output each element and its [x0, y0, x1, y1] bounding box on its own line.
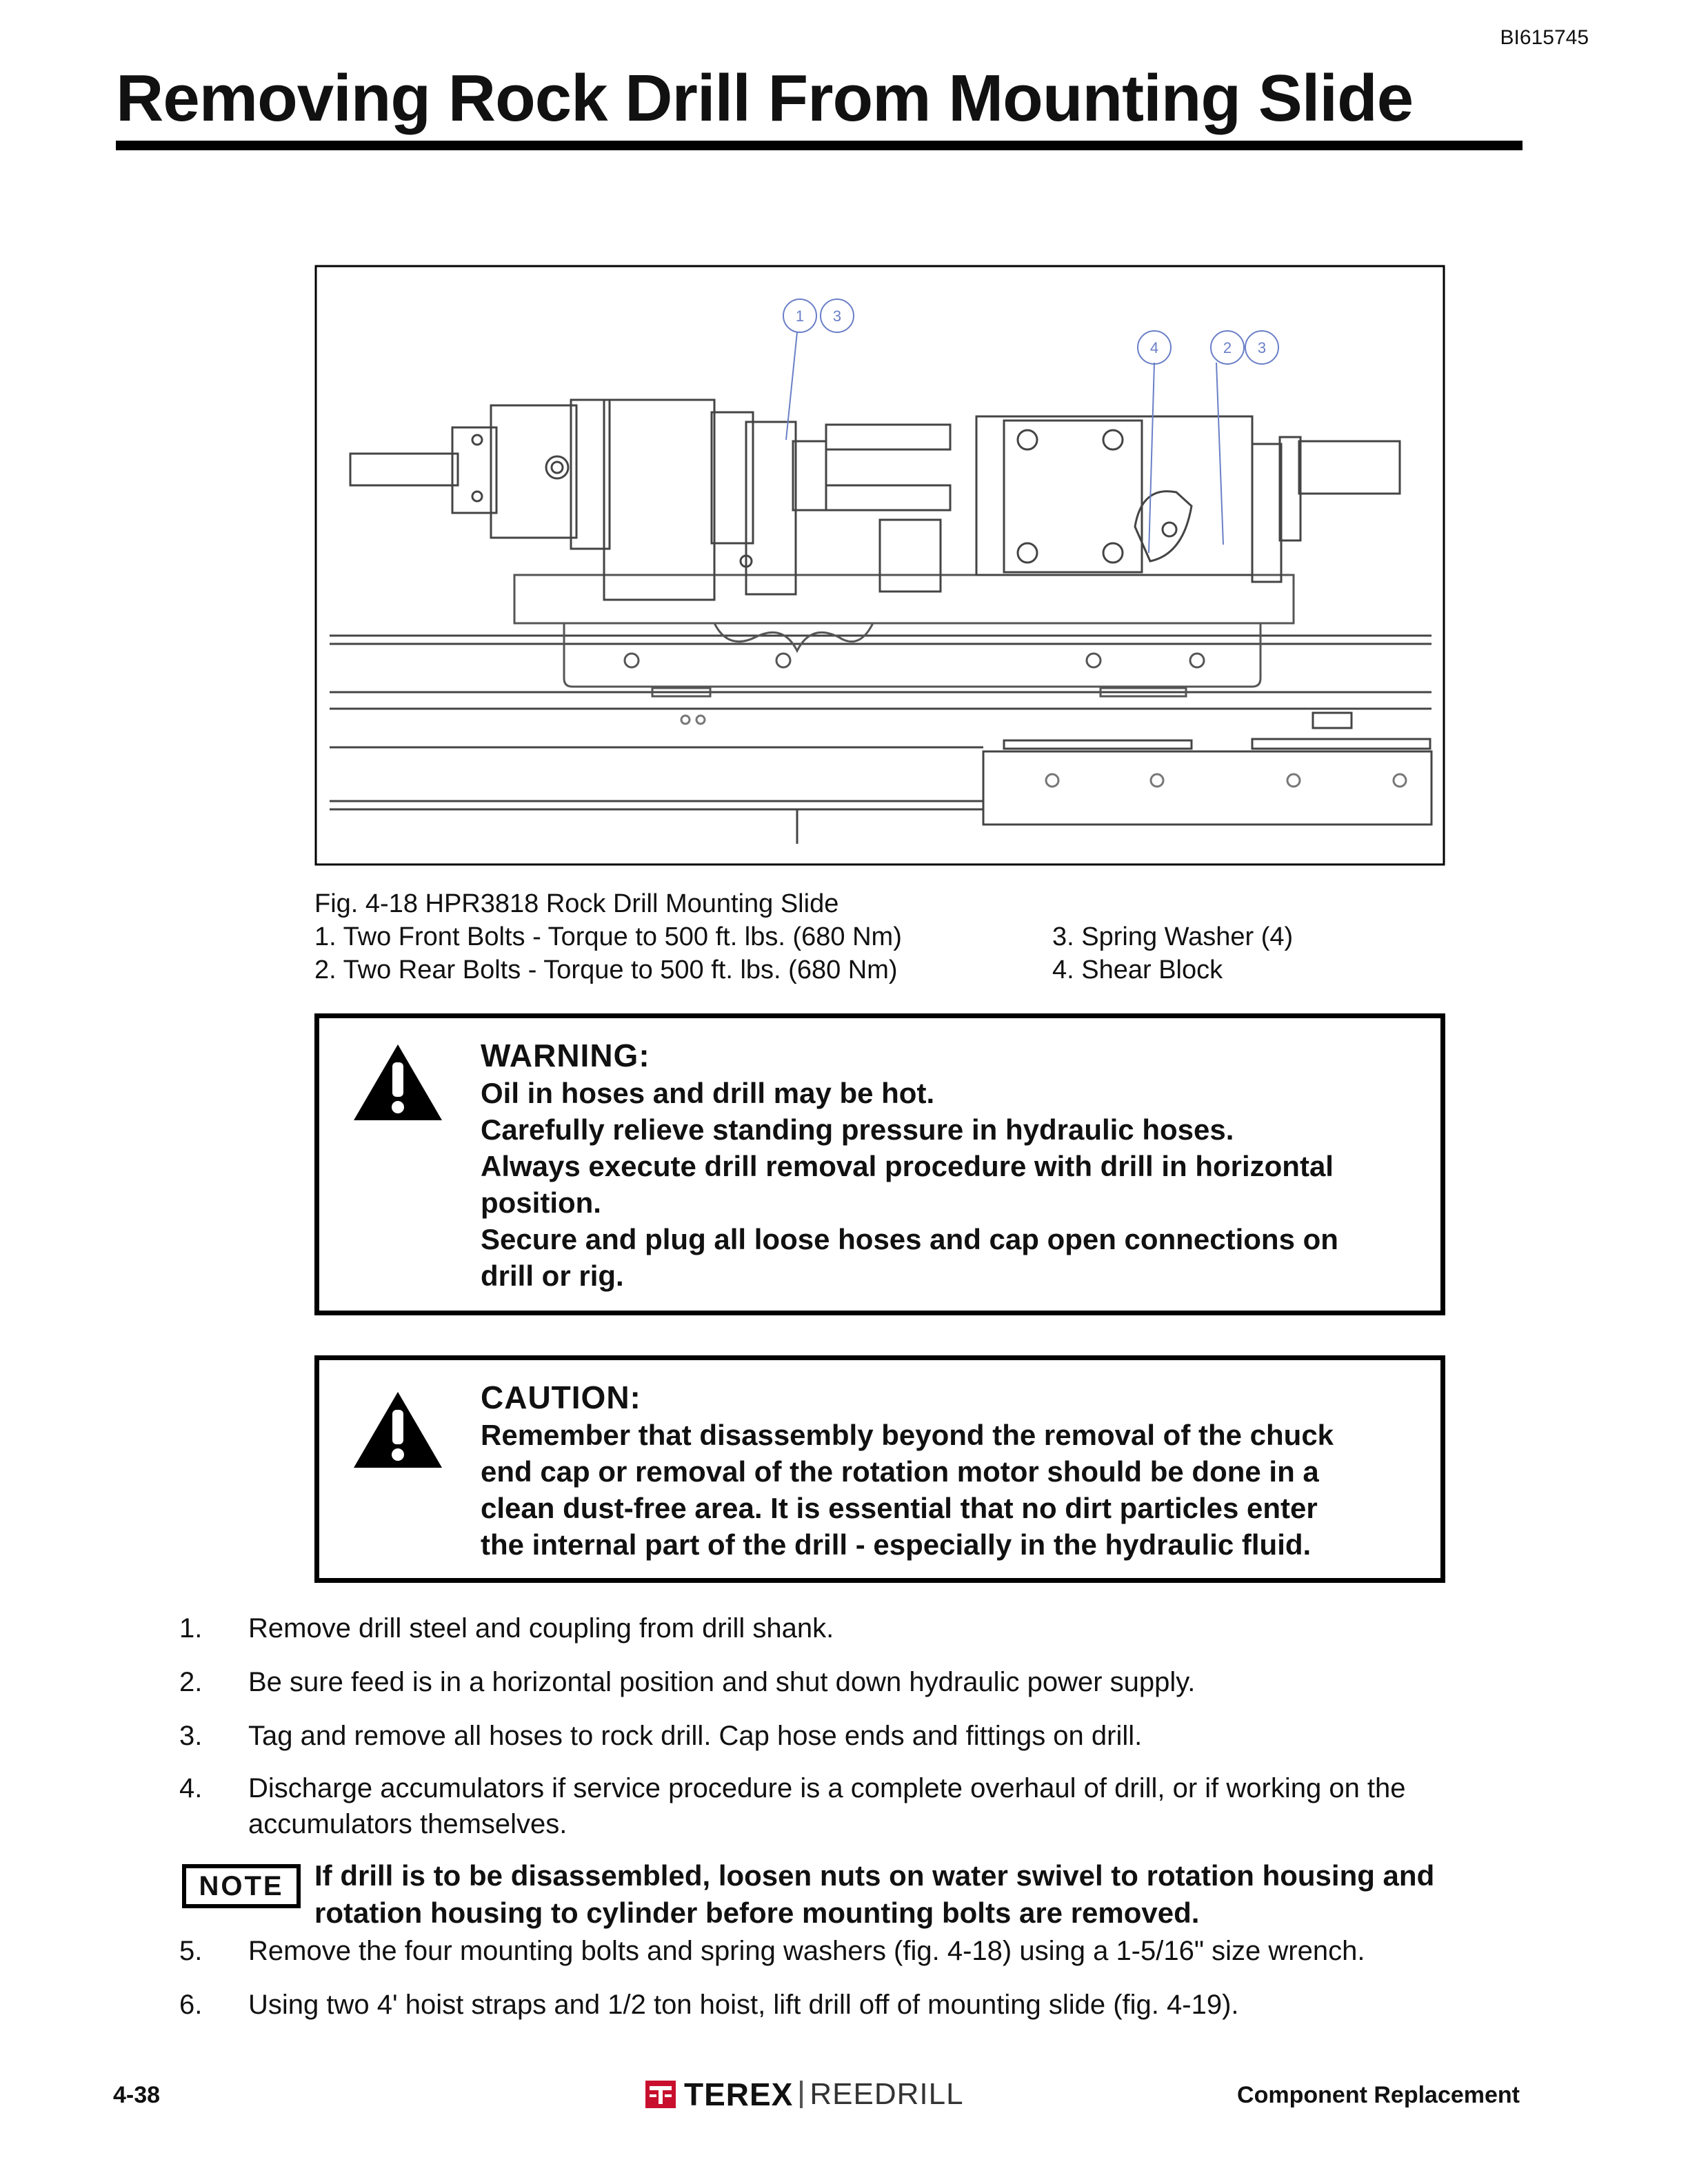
- product-name: REEDRILL: [810, 2077, 964, 2111]
- callout-label-3a: 3: [832, 307, 842, 325]
- note-badge: NOTE: [182, 1864, 301, 1908]
- legend-item-2: 2. Two Rear Bolts - Torque to 500 ft. lbs. (680 Nm): [314, 956, 898, 984]
- warning-line: position.: [481, 1186, 601, 1219]
- caution-heading: CAUTION:: [481, 1379, 641, 1415]
- callout-label-3b: 3: [1257, 339, 1267, 356]
- step-text: Tag and remove all hoses to rock drill. Cap hose ends and fittings on drill.: [248, 1721, 1143, 1751]
- warning-line: drill or rig.: [481, 1260, 624, 1292]
- callout-label-2: 2: [1223, 339, 1232, 356]
- warning-line: Carefully relieve standing pressure in hydraulic hoses.: [481, 1113, 1234, 1146]
- warning-triangle-icon: [351, 1042, 445, 1123]
- mounting-slide-figure: [314, 265, 1445, 866]
- warning-line: Secure and plug all loose hoses and cap open connections on: [481, 1223, 1338, 1255]
- legend-item-4: 4. Shear Block: [1052, 956, 1223, 984]
- caution-line: Remember that disassembly beyond the removal of the chuck: [481, 1419, 1334, 1451]
- logo-separator: [800, 2081, 803, 2108]
- caution-line: clean dust-free area. It is essential that no dirt particles enter: [481, 1492, 1318, 1524]
- step-number: 1.: [179, 1613, 203, 1644]
- step-number: 6.: [179, 1990, 203, 2020]
- slide-rails: [330, 636, 1431, 844]
- callout-label-4: 4: [1149, 339, 1159, 356]
- step-text: Remove the four mounting bolts and spring washers (fig. 4-18) using a 1-5/16" size wrench.: [248, 1936, 1365, 1966]
- step-text: Remove drill steel and coupling from drill shank.: [248, 1613, 834, 1644]
- title-underline: [116, 141, 1523, 150]
- legend-item-3: 3. Spring Washer (4): [1052, 922, 1294, 951]
- warning-heading: WARNING:: [481, 1038, 650, 1073]
- callout-label-1: 1: [795, 307, 805, 325]
- step-number: 3.: [179, 1721, 203, 1751]
- caution-triangle-icon: [351, 1389, 445, 1470]
- step-number: 2.: [179, 1667, 203, 1697]
- warning-line: Always execute drill removal procedure with drill in horizontal: [481, 1150, 1334, 1182]
- brand-name: TEREX: [684, 2076, 794, 2112]
- section-name: Component Replacement: [1237, 2082, 1520, 2108]
- caution-line: end cap or removal of the rotation motor should be done in a: [481, 1455, 1319, 1488]
- step-number: 4.: [179, 1773, 203, 1803]
- terex-logo-icon: [645, 2081, 676, 2108]
- warning-line: Oil in hoses and drill may be hot.: [481, 1077, 935, 1109]
- page-number: 4-38: [113, 2082, 161, 2108]
- step-text: Using two 4' hoist straps and 1/2 ton hoist, lift drill off of mounting slide (fig. 4-19).: [248, 1990, 1239, 2020]
- caution-box: [314, 1355, 1445, 1583]
- note-text: If drill is to be disassembled, loosen nuts on water swivel to rotation housing and rotation housing to cylinder before mounting bolts are removed.: [314, 1859, 1435, 1929]
- rock-drill-line-drawing: [314, 265, 1445, 866]
- document-id: BI615745: [1500, 26, 1589, 49]
- drill-bolts: [472, 430, 1192, 567]
- terex-reedrill-logo: [645, 2076, 964, 2112]
- caution-line: the internal part of the drill - especially in the hydraulic fluid.: [481, 1528, 1312, 1561]
- step-number: 5.: [179, 1936, 203, 1966]
- step-text: Be sure feed is in a horizontal position and shut down hydraulic power supply.: [248, 1667, 1196, 1697]
- legend-item-1: 1. Two Front Bolts - Torque to 500 ft. lbs. (680 Nm): [314, 922, 902, 951]
- figure-caption: Fig. 4-18 HPR3818 Rock Drill Mounting Slide: [314, 889, 839, 918]
- step-text: Discharge accumulators if service procedure is a complete overhaul of drill, or if working on the accumulators themselves.: [248, 1773, 1406, 1839]
- callout-leaders: [783, 299, 1278, 553]
- page-title: Removing Rock Drill From Mounting Slide: [116, 61, 1414, 135]
- warning-box: [314, 1013, 1445, 1315]
- drill-body: [350, 400, 1400, 600]
